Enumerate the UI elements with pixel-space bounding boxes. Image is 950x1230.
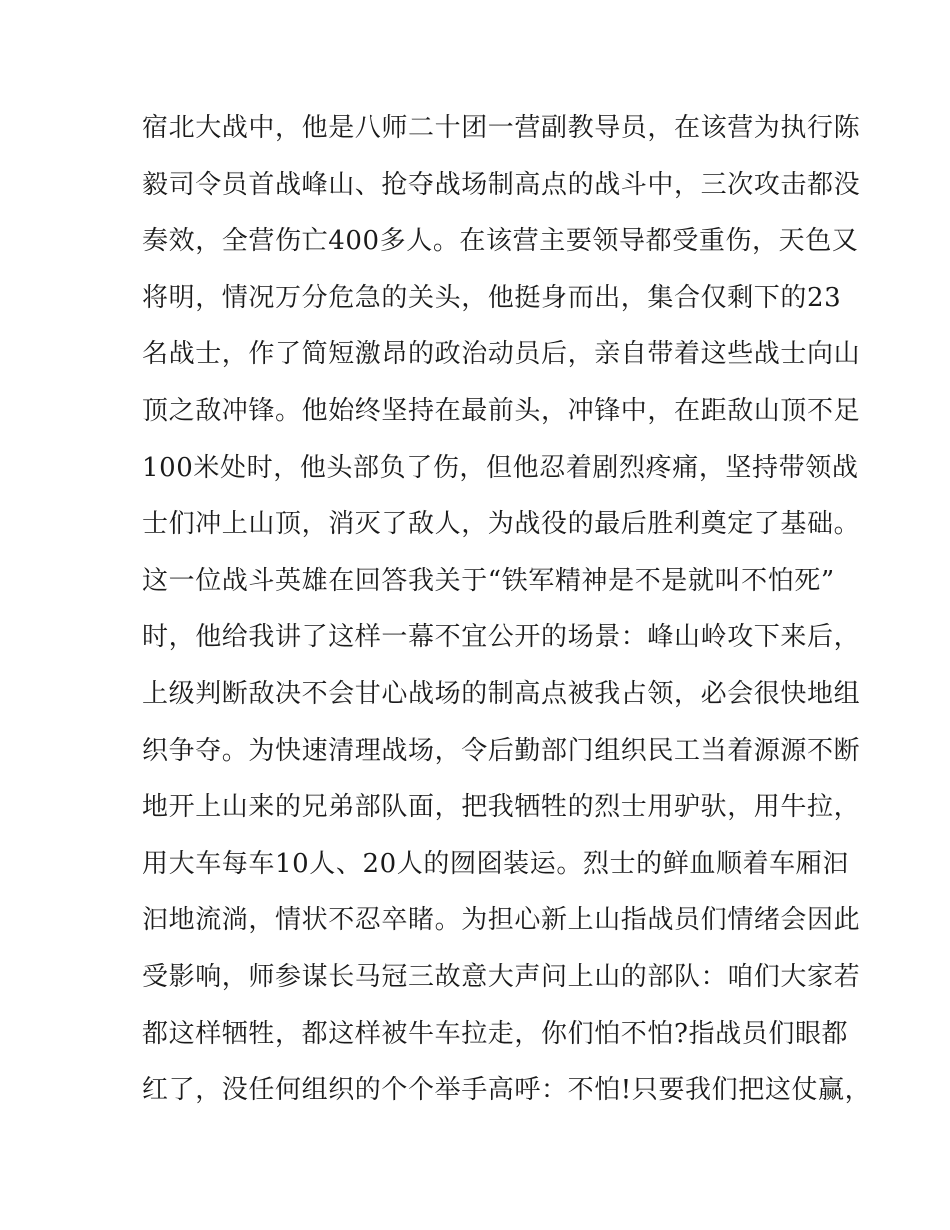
text-line: 受影响，师参谋长马冠三故意大声问上山的部队：咱们大家若: [142, 961, 861, 992]
text-line: 奏效，全营伤亡400多人。在该营主要领导都受重伤，天色又: [142, 226, 859, 257]
text-line: 顶之敌冲锋。他始终坚持在最前头，冲锋中，在距敌山顶不足: [142, 395, 861, 426]
text-line: 红了，没任何组织的个个举手高呼：不怕!只要我们把这仗赢，: [142, 1075, 872, 1106]
text-line: 100米处时，他头部负了伤，但他忍着剧烈疼痛，坚持带领战: [142, 452, 859, 483]
text-line: 汩地流淌，情状不忍卒睹。为担心新上山指战员们情绪会因此: [142, 905, 861, 936]
text-line: 士们冲上山顶，消灭了敌人，为战役的最后胜利奠定了基础。: [142, 509, 861, 540]
text-line: 毅司令员首战峰山、抢夺战场制高点的战斗中，三次攻击都没: [142, 169, 861, 200]
text-line: 地开上山来的兄弟部队面，把我牺牲的烈士用驴驮，用牛拉，: [142, 792, 861, 823]
text-line: 用大车每车10人、20人的囫囵装运。烈士的鲜血顺着车厢汩: [142, 848, 849, 879]
text-line: 都这样牺牲，都这样被牛车拉走，你们怕不怕?指战员们眼都: [142, 1018, 849, 1049]
text-line: 这一位战斗英雄在回答我关于“铁军精神是不是就叫不怕死”: [142, 565, 835, 596]
text-line: 宿北大战中，他是八师二十团一营副教导员，在该营为执行陈: [142, 113, 861, 143]
text-line: 织争夺。为快速清理战场，令后勤部门组织民工当着源源不断: [142, 735, 861, 766]
text-line: 上级判断敌决不会甘心战场的制高点被我占领，必会很快地组: [142, 678, 861, 709]
text-line: 名战士，作了简短激昂的政治动员后，亲自带着这些战士向山: [142, 339, 861, 370]
text-line: 将明，情况万分危急的关头，他挺身而出，集合仅剩下的23: [142, 282, 842, 313]
text-line: 时，他给我讲了这样一幕不宜公开的场景：峰山岭攻下来后，: [142, 622, 861, 653]
body-text: [142, 100, 872, 1119]
